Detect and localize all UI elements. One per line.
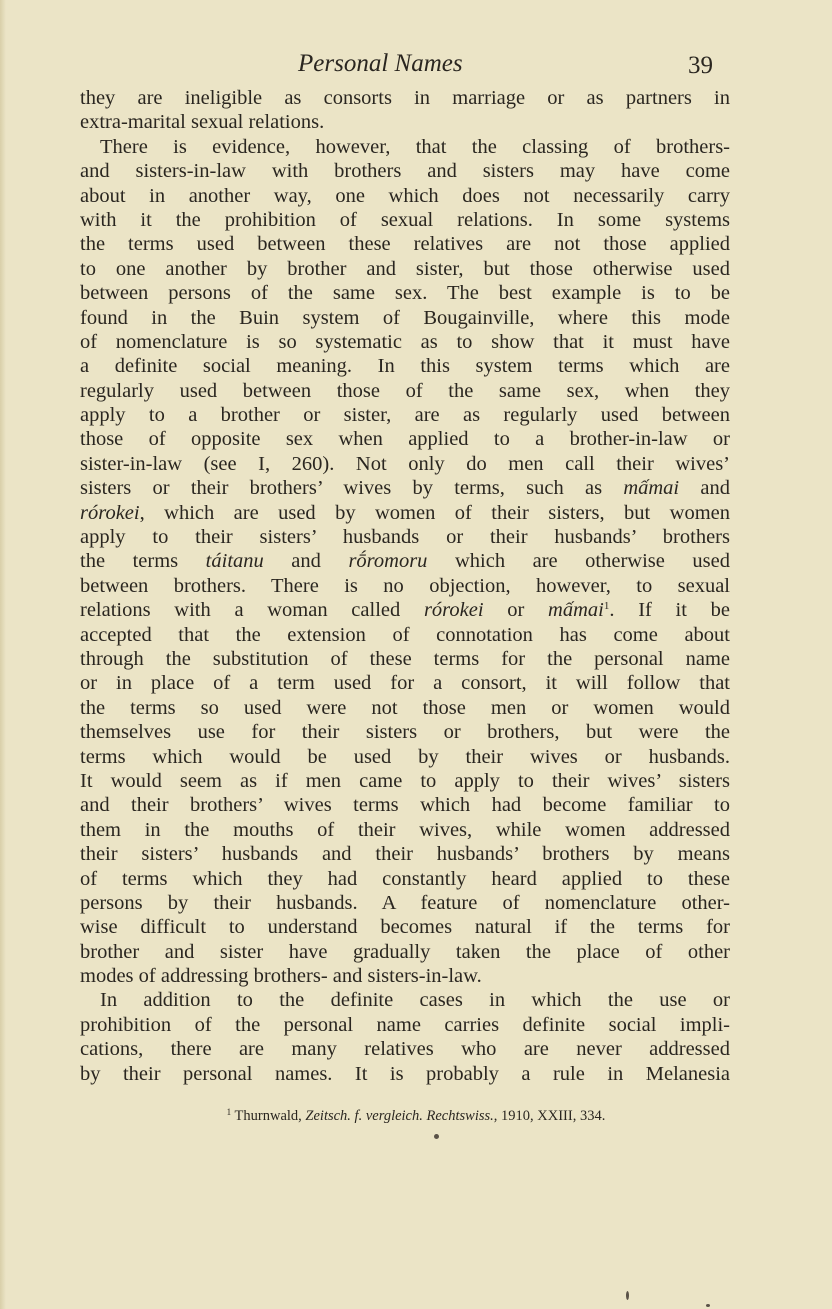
text-line xyxy=(80,159,730,183)
body-text xyxy=(80,86,730,1086)
text-segment: and their brothers’ wives terms which had become familiar to xyxy=(80,794,730,817)
text-segment: regularly used between those of the same sex, when they xyxy=(80,379,730,402)
text-segment: through the substitution of these terms for the personal name xyxy=(80,647,730,670)
text-line xyxy=(80,915,730,939)
text-segment: terms which would be used by their wives or husbands. xyxy=(80,745,730,768)
text-segment: wise difficult to understand becomes natural if the terms for xyxy=(80,916,730,939)
text-line xyxy=(80,86,730,110)
scan-speck xyxy=(706,1304,710,1307)
text-line xyxy=(80,354,730,378)
text-segment: . If it be xyxy=(609,599,730,622)
text-line xyxy=(80,842,730,866)
footnote-journal: Zeitsch. f. vergleich. Rechtswiss. xyxy=(305,1108,494,1124)
text-line xyxy=(80,720,730,744)
italic-term: rórokei xyxy=(80,501,140,524)
text-segment: extra-marital sexual relations. xyxy=(80,111,325,134)
scan-speck xyxy=(626,1291,629,1300)
running-head xyxy=(0,50,832,84)
text-line xyxy=(80,330,730,354)
text-segment: between persons of the same sex. The best example is to be xyxy=(80,282,730,305)
text-line xyxy=(80,818,730,842)
text-line xyxy=(80,184,730,208)
text-line xyxy=(80,232,730,256)
text-segment: and xyxy=(263,550,349,573)
text-line xyxy=(80,427,730,451)
text-line xyxy=(80,306,730,330)
footnote xyxy=(0,1108,832,1125)
footnote-marker: 1 xyxy=(226,1107,232,1117)
text-segment: found in the Buin system of Bougainville, where this mode xyxy=(80,306,730,329)
text-line xyxy=(80,964,730,988)
text-line xyxy=(80,891,730,915)
text-segment: the terms xyxy=(80,550,206,573)
text-line xyxy=(80,403,730,427)
text-segment: cations, there are many relatives who are never addressed xyxy=(80,1038,730,1061)
text-line xyxy=(80,988,730,1012)
italic-term: rórokei xyxy=(423,599,484,622)
text-line xyxy=(80,769,730,793)
text-line xyxy=(80,110,730,134)
text-line xyxy=(80,696,730,720)
text-segment: them in the mouths of their wives, while women addressed xyxy=(80,818,730,841)
text-segment: of terms which they had constantly heard applied to these xyxy=(80,867,730,890)
text-line xyxy=(80,793,730,817)
text-segment: a definite social meaning. In this system terms which are xyxy=(80,355,730,378)
text-segment: prohibition of the personal name carries definite social impli- xyxy=(80,1013,730,1036)
text-line xyxy=(80,1013,730,1037)
text-line xyxy=(80,745,730,769)
scan-speck xyxy=(434,1134,439,1139)
text-line xyxy=(80,1037,730,1061)
text-line xyxy=(80,476,730,500)
text-segment: sisters or their brothers’ wives by terms, such as xyxy=(80,477,624,500)
text-segment: to one another by brother and sister, but those otherwise used xyxy=(80,257,730,280)
footnote-citation: , 1910, XXIII, 334. xyxy=(493,1108,606,1124)
text-segment: persons by their husbands. A feature of nomenclature other- xyxy=(80,891,730,914)
text-line xyxy=(80,1062,730,1086)
text-line xyxy=(80,379,730,403)
text-segment: There is evidence, however, that the classing of brothers- xyxy=(100,135,730,158)
text-segment: they are ineligible as consorts in marriage or as partners in xyxy=(80,87,730,109)
text-line xyxy=(80,671,730,695)
text-segment: the terms so used were not those men or women would xyxy=(80,696,730,719)
text-segment: brother and sister have gradually taken the place of other xyxy=(80,940,730,963)
text-line xyxy=(80,940,730,964)
page-number: 39 xyxy=(688,52,713,79)
text-segment: about in another way, one which does not necessarily carry xyxy=(80,184,730,207)
text-line xyxy=(80,208,730,232)
italic-term: rṓromoru xyxy=(348,550,428,573)
text-line xyxy=(80,574,730,598)
running-head-title: Personal Names xyxy=(298,50,463,77)
text-line xyxy=(80,623,730,647)
text-line xyxy=(80,598,730,622)
text-line xyxy=(80,549,730,573)
text-segment: modes of addressing brothers- and sisters-in-law. xyxy=(80,965,482,988)
italic-term: táitanu xyxy=(205,550,264,573)
text-segment: with it the prohibition of sexual relations. In some systems xyxy=(80,208,730,231)
text-line xyxy=(80,867,730,891)
text-segment: by their personal names. It is probably a rule in Melanesia xyxy=(80,1062,730,1085)
text-segment: the terms used between these relatives are not those applied xyxy=(80,233,730,256)
text-segment: or in place of a term used for a consort, it will follow that xyxy=(80,672,730,695)
italic-term: mấmai xyxy=(548,599,604,622)
text-line xyxy=(80,452,730,476)
text-segment: apply to a brother or sister, are as regularly used between xyxy=(80,404,730,427)
text-line xyxy=(80,647,730,671)
text-segment: those of opposite sex when applied to a brother-in-law or xyxy=(80,428,730,451)
text-segment: which are otherwise used xyxy=(427,550,730,573)
text-segment: accepted that the extension of connotation has come about xyxy=(80,623,730,646)
text-line xyxy=(80,525,730,549)
text-line xyxy=(80,501,730,525)
text-line xyxy=(80,257,730,281)
text-line xyxy=(80,281,730,305)
footnote-author: Thurnwald, xyxy=(234,1108,306,1124)
text-segment: , which are used by women of their sisters, but women xyxy=(139,501,730,524)
text-segment: sister-in-law (see I, 260). Not only do men call their wives’ xyxy=(80,452,730,475)
text-segment: and sisters-in-law with brothers and sisters may have come xyxy=(80,160,730,183)
text-segment: In addition to the definite cases in which the use or xyxy=(100,989,730,1012)
text-segment: apply to their sisters’ husbands or their husbands’ brothers xyxy=(80,526,730,549)
text-segment: of nomenclature is so systematic as to show that it must have xyxy=(80,330,730,353)
text-segment: between brothers. There is no objection, however, to sexual xyxy=(80,574,730,597)
text-segment: their sisters’ husbands and their husbands’ brothers by means xyxy=(80,843,730,866)
text-segment: or xyxy=(483,599,549,622)
text-segment: and xyxy=(679,477,730,500)
italic-term: mấmai xyxy=(623,477,680,500)
text-segment: themselves use for their sisters or brothers, but were the xyxy=(80,721,730,744)
text-segment: It would seem as if men came to apply to their wives’ sisters xyxy=(80,769,730,792)
text-segment: relations with a woman called xyxy=(80,599,424,622)
footnote-reference: 1 xyxy=(603,600,610,613)
text-line xyxy=(80,135,730,159)
